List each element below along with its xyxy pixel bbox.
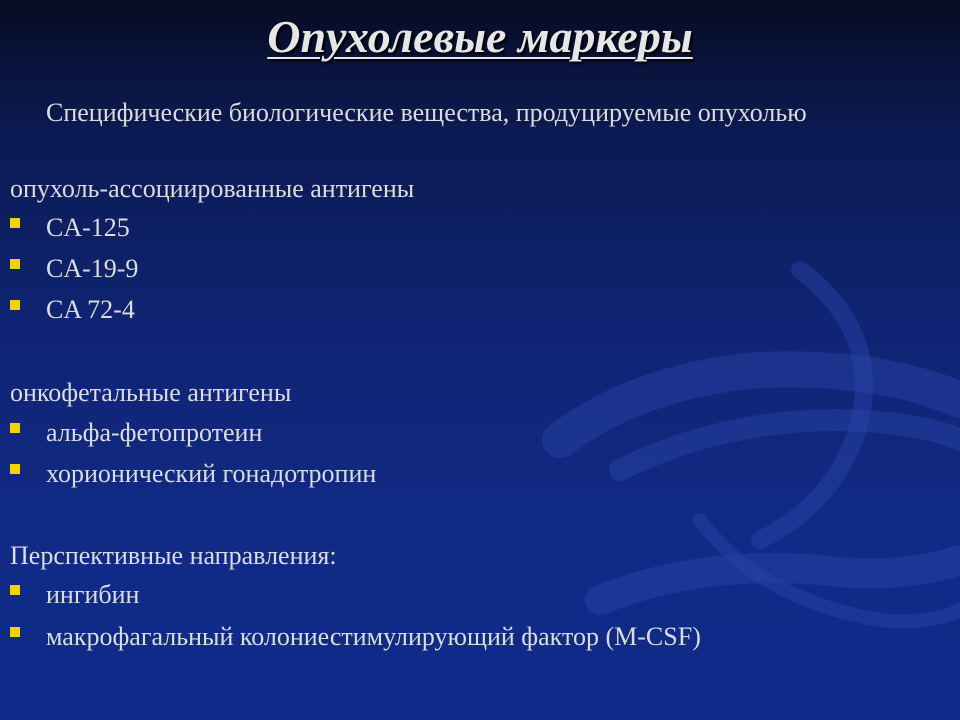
group-heading-tumor-associated: опухоль-ассоциированные антигены	[10, 174, 415, 203]
list-item-label: ингибин	[46, 580, 140, 609]
list-item	[10, 249, 138, 289]
list-item-label: CA 72-4	[46, 295, 135, 324]
bullet-icon	[10, 464, 20, 474]
list-item	[10, 617, 701, 657]
bullet-icon	[10, 218, 20, 228]
intro-text: Специфические биологические вещества, продуцируемые опухолью	[46, 98, 807, 127]
list-item-label: альфа-фетопротеин	[46, 418, 263, 447]
bullet-icon	[10, 423, 20, 433]
list-item-label: CA-125	[46, 213, 130, 242]
group-heading-prospective: Перспективные направления:	[10, 541, 337, 570]
group-heading-oncofetal: онкофетальные антигены	[10, 378, 292, 407]
list-item	[10, 413, 262, 453]
list-item-label: хорионический гонадотропин	[46, 459, 377, 488]
list-item	[10, 575, 139, 615]
list-item	[10, 454, 376, 494]
list-item	[10, 208, 130, 248]
list-item	[10, 290, 135, 330]
slide-title: Опухолевые маркеры	[267, 11, 693, 62]
bullet-icon	[10, 585, 20, 595]
bullet-icon	[10, 259, 20, 269]
bullet-icon	[10, 627, 20, 637]
bullet-icon	[10, 300, 20, 310]
list-item-label: CA-19-9	[46, 254, 139, 283]
list-item-label: макрофагальный колониестимулирующий фактор (M-CSF)	[46, 622, 701, 651]
